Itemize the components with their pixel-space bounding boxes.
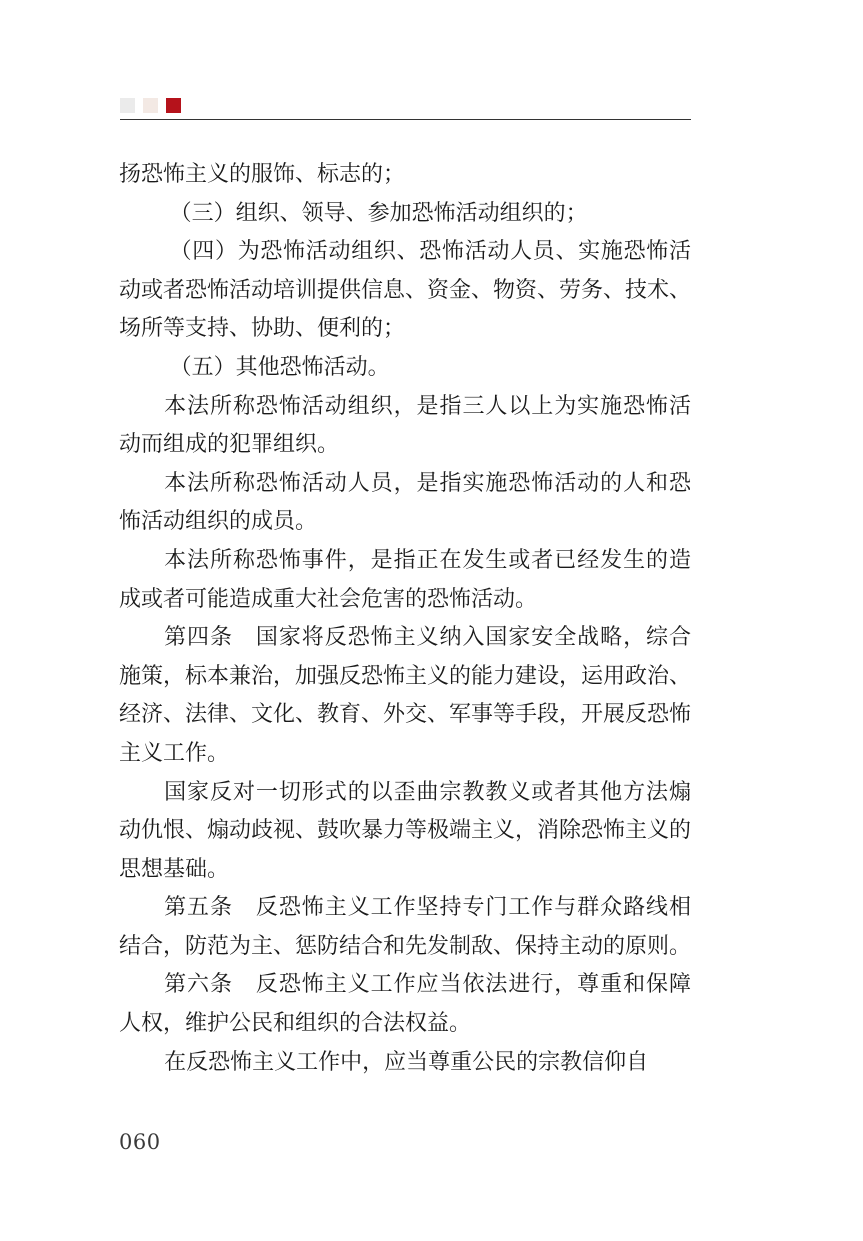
list-item-4: （四）为恐怖活动组织、恐怖活动人员、实施恐怖活动或者恐怖活动培训提供信息、资金、物资、劳务、技术、场所等支持、协助、便利的；	[119, 239, 692, 342]
paragraph-definition-incident: 本法所称恐怖事件，是指正在发生或者已经发生的造成或者可能造成重大社会危害的恐怖活动。	[119, 547, 691, 612]
header-square-light-gray	[120, 98, 135, 113]
article-6-paragraph-2: 在反恐怖主义工作中，应当尊重公民的宗教信仰自	[164, 1049, 649, 1075]
article-5: 第五条 反恐怖主义工作坚持专门工作与群众路线相结合，防范为主、惩防结合和先发制敌、保持主动的原则。	[119, 895, 692, 959]
header-square-red	[166, 98, 181, 113]
list-item-5: （五）其他恐怖活动。	[169, 354, 390, 380]
header-square-beige	[143, 98, 158, 113]
article-4-paragraph-2: 国家反对一切形式的以歪曲宗教教义或者其他方法煽动仇恨、煽动歧视、鼓吹暴力等极端主义，消除恐怖主义的思想基础。	[119, 779, 692, 882]
paragraph-continuation: 扬恐怖主义的服饰、标志的；	[119, 162, 406, 187]
paragraph-definition-personnel: 本法所称恐怖活动人员，是指实施恐怖活动的人和恐怖活动组织的成员。	[119, 470, 691, 535]
paragraph-definition-organization: 本法所称恐怖活动组织，是指三人以上为实施恐怖活动而组成的犯罪组织。	[119, 393, 691, 458]
body-text	[119, 156, 691, 1082]
article-6: 第六条 反恐怖主义工作应当依法进行，尊重和保障人权，维护公民和组织的合法权益。	[119, 972, 691, 1037]
list-item-3: （三）组织、领导、参加恐怖活动组织的；	[169, 200, 588, 226]
article-4: 第四条 国家将反恐怖主义纳入国家安全战略，综合施策，标本兼治，加强反恐怖主义的能力建设，运用政治、经济、法律、文化、教育、外交、军事等手段，开展反恐怖主义工作。	[119, 625, 692, 766]
page-number: 060	[119, 1130, 161, 1154]
header-rule	[120, 119, 691, 120]
